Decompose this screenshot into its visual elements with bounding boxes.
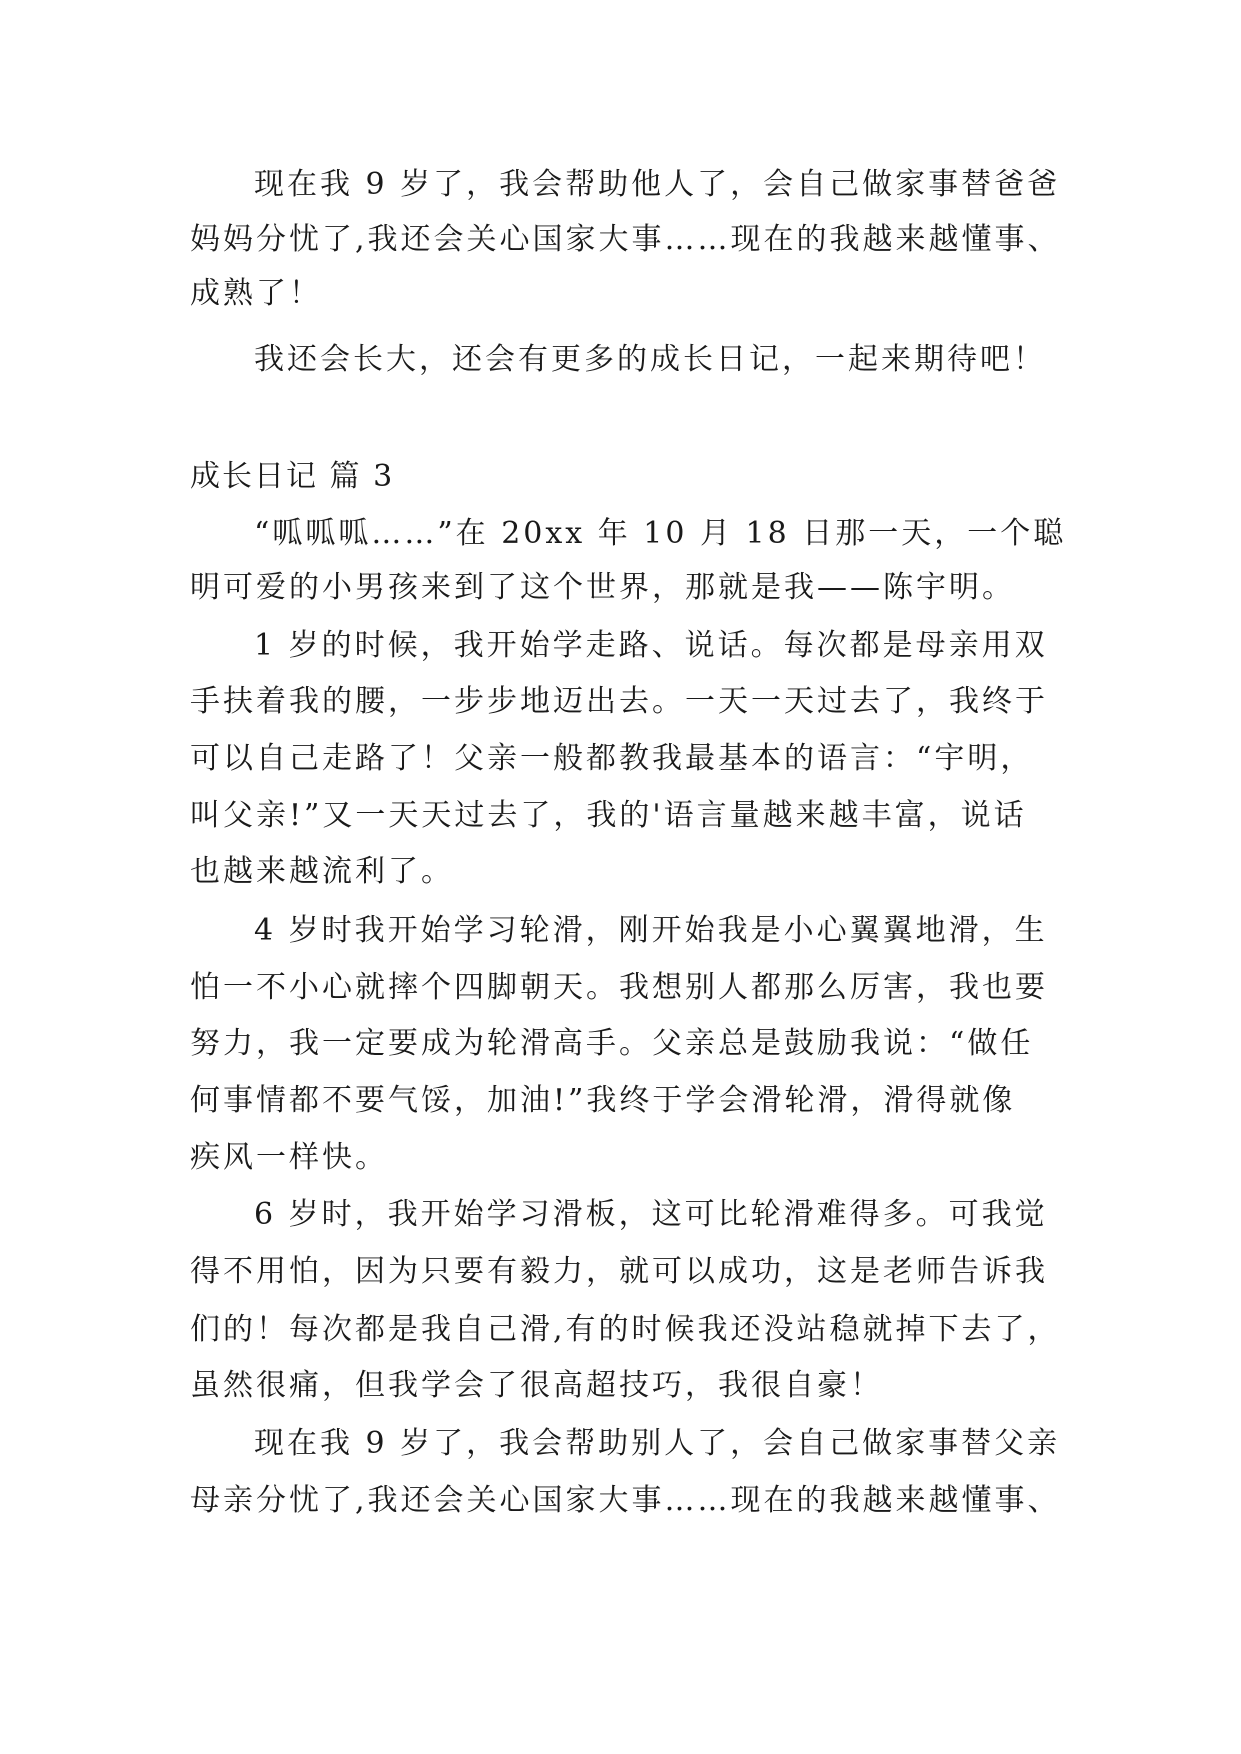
paragraph-line: “呱呱呱……”在 20xx 年 10 月 18 日那一天，一个聪	[254, 516, 1067, 551]
paragraph-line: 也越来越流利了。	[190, 854, 454, 889]
paragraph-line: 现在我 9 岁了，我会帮助他人了，会自己做家事替爸爸	[254, 167, 1061, 202]
paragraph-line: 母亲分忧了,我还会关心国家大事……现在的我越来越懂事、	[190, 1483, 1061, 1518]
paragraph-line: 4 岁时我开始学习轮滑，刚开始我是小心翼翼地滑，生	[254, 913, 1048, 948]
paragraph-line: 我还会长大，还会有更多的成长日记，一起来期待吧！	[254, 342, 1046, 377]
paragraph-line: 成熟了！	[190, 276, 322, 311]
paragraph-line: 虽然很痛，但我学会了很高超技巧，我很自豪！	[190, 1368, 883, 1403]
paragraph-line: 得不用怕，因为只要有毅力，就可以成功，这是老师告诉我	[190, 1254, 1048, 1289]
section-heading: 成长日记 篇 3	[190, 459, 395, 494]
paragraph-line: 明可爱的小男孩来到了这个世界，那就是我——陈宇明。	[190, 570, 1015, 605]
paragraph-line: 何事情都不要气馁，加油!”我终于学会滑轮滑，滑得就像	[190, 1083, 1016, 1118]
paragraph-line: 疾风一样快。	[190, 1140, 388, 1175]
paragraph-line: 努力，我一定要成为轮滑高手。父亲总是鼓励我说：“做任	[190, 1026, 1034, 1061]
paragraph-line: 手扶着我的腰，一步步地迈出去。一天一天过去了，我终于	[190, 684, 1048, 719]
paragraph-line: 可以自己走路了！父亲一般都教我最基本的语言：“宇明，	[190, 741, 1034, 776]
paragraph-line: 们的！每次都是我自己滑,有的时候我还没站稳就掉下去了，	[190, 1312, 1061, 1347]
paragraph-line: 妈妈分忧了,我还会关心国家大事……现在的我越来越懂事、	[190, 222, 1061, 257]
paragraph-line: 6 岁时，我开始学习滑板，这可比轮滑难得多。可我觉	[254, 1197, 1048, 1232]
paragraph-line: 1 岁的时候，我开始学走路、说话。每次都是母亲用双	[254, 628, 1048, 663]
paragraph-line: 现在我 9 岁了，我会帮助别人了，会自己做家事替父亲	[254, 1426, 1061, 1461]
paragraph-line: 叫父亲!”又一天天过去了，我的'语言量越来越丰富，说话	[190, 798, 1027, 833]
paragraph-line: 怕一不小心就摔个四脚朝天。我想别人都那么厉害，我也要	[190, 970, 1048, 1005]
